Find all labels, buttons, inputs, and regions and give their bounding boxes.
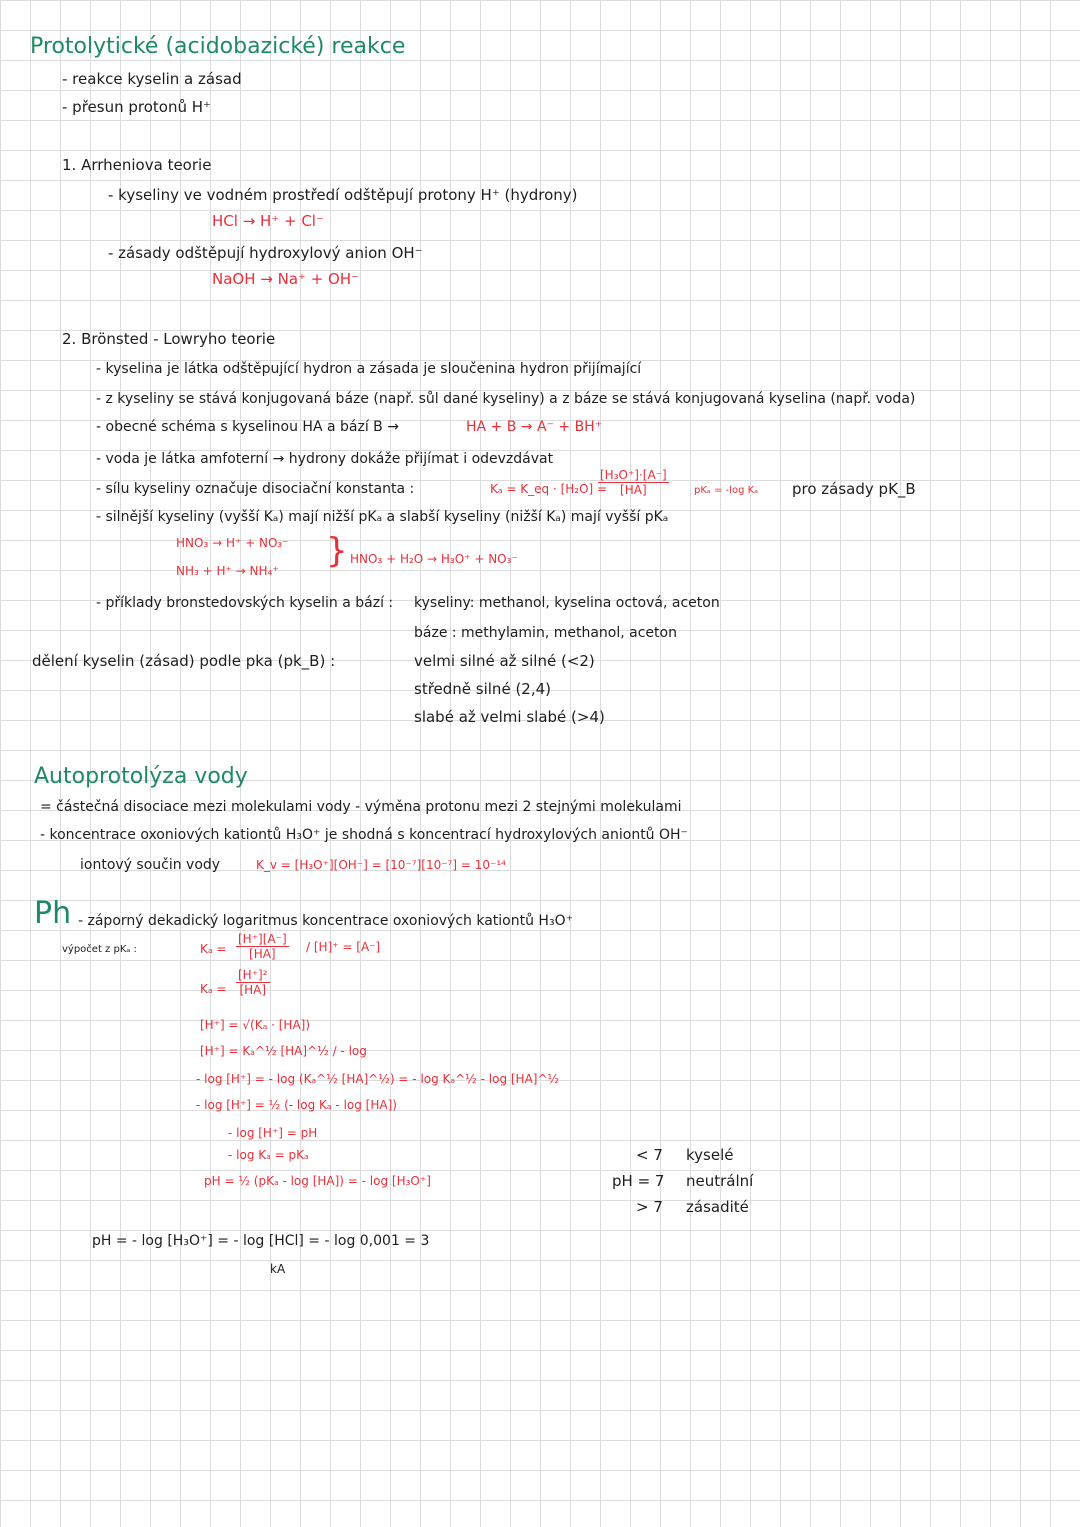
derivation-1-fraction (236, 932, 289, 961)
ph-scale-greater: > 7 (636, 1198, 663, 1216)
bronsted-line-1: - kyselina je látka odštěpující hydron a zásada je sloučenina hydron přijímající (96, 361, 642, 377)
fraction-denominator: [HA] (239, 983, 267, 997)
equation-hno3-water: HNO₃ + H₂O → H₃O⁺ + NO₃⁻ (350, 552, 518, 566)
ph-heading: Ph (34, 896, 72, 931)
derivation-8: - log Kₐ = pKₐ (228, 1148, 309, 1162)
bronsted-line-6: - silnější kyseliny (vyšší Kₐ) mají nižší pKₐ a slabší kyseliny (nižší Kₐ) mají vyšší pKₐ (96, 509, 669, 525)
calculation-label: výpočet z pKₐ : (62, 944, 137, 955)
derivation-3: [H⁺] = √(Kₐ · [HA]) (200, 1018, 311, 1032)
ph-scale-neutral: neutrální (686, 1172, 754, 1190)
division-strong: velmi silné až silné (<2) (414, 652, 595, 670)
dissociation-constant-fraction (598, 468, 669, 497)
fraction-numerator: [H⁺]² (238, 968, 268, 982)
derivation-1-right: / [H]⁺ = [A⁻] (306, 940, 381, 954)
derivation-9: pH = ½ (pKₐ - log [HA]) = - log [H₃O⁺] (204, 1174, 431, 1188)
ionic-product-equation: K_v = [H₃O⁺][OH⁻] = [10⁻⁷][10⁻⁷] = 10⁻¹⁴ (256, 858, 506, 872)
arrhenius-heading: 1. Arrheniova teorie (62, 156, 212, 174)
autoprotolysis-heading: Autoprotolýza vody (34, 764, 248, 789)
bronsted-line-4: - voda je látka amfoterní → hydrony dokáže přijímat i odevzdávat (96, 451, 554, 467)
brace-icon: } (326, 531, 348, 571)
autoprotolysis-line-2: - koncentrace oxoniových kationtů H₃O⁺ je shodná s koncentrací hydroxylových aniontů OH⁻ (40, 827, 688, 843)
derivation-5: - log [H⁺] = - log (Kₐ^½ [HA]^½) = - log Kₐ^½ - log [HA]^½ (196, 1072, 560, 1086)
examples-label: - příklady bronstedovských kyselin a bází : (96, 595, 394, 611)
pka-definition: pKₐ = -log Kₐ (694, 485, 759, 496)
fraction-denominator: [HA] (620, 483, 647, 497)
bronsted-heading: 2. Brönsted - Lowryho teorie (62, 330, 276, 348)
examples-bases: báze : methylamin, methanol, aceton (414, 625, 677, 641)
derivation-4: [H⁺] = Kₐ^½ [HA]^½ / - log (200, 1044, 367, 1058)
derivation-2-left: Kₐ = (200, 982, 227, 996)
arrhenius-acid-line: - kyseliny ve vodném prostředí odštěpují protony H⁺ (hydrony) (108, 186, 578, 204)
examples-acids: kyseliny: methanol, kyselina octová, aceton (414, 595, 720, 611)
page-title: Protolytické (acidobazické) reakce (30, 34, 406, 59)
intro-line-1: - reakce kyselin a zásad (62, 70, 242, 88)
bases-note: pro zásady pK_B (792, 480, 916, 498)
derivation-6: - log [H⁺] = ½ (- log Kₐ - log [HA]) (196, 1098, 397, 1112)
fraction-numerator: [H⁺][A⁻] (238, 932, 287, 946)
ph-scale-equal: pH = 7 (612, 1172, 665, 1190)
ph-scale-basic: zásadité (686, 1198, 749, 1216)
dissociation-constant-equation: Kₐ = K_eq · [H₂O] = (490, 482, 608, 496)
fraction-denominator: [HA] (249, 947, 276, 961)
division-medium: středně silné (2,4) (414, 680, 551, 698)
arrhenius-base-line: - zásady odštěpují hydroxylový anion OH⁻ (108, 244, 423, 262)
bronsted-line-5: - sílu kyseliny označuje disociační konstanta : (96, 481, 415, 497)
arrhenius-acid-equation: HCl → H⁺ + Cl⁻ (212, 212, 324, 230)
ionic-product-label: iontový součin vody (80, 857, 221, 873)
ph-scale-acidic: kyselé (686, 1146, 734, 1164)
derivation-2-fraction (236, 968, 270, 997)
division-label: dělení kyselin (zásad) podle pka (pk_B) : (32, 652, 336, 670)
equation-hno3: HNO₃ → H⁺ + NO₃⁻ (176, 536, 289, 550)
division-weak: slabé až velmi slabé (>4) (414, 708, 605, 726)
derivation-7: - log [H⁺] = pH (228, 1126, 318, 1140)
derivation-1-left: Kₐ = (200, 942, 227, 956)
arrhenius-base-equation: NaOH → Na⁺ + OH⁻ (212, 270, 360, 288)
ph-example: pH = - log [H₃O⁺] = - log [HCl] = - log 0,001 = 3 (92, 1233, 430, 1249)
bronsted-line-3: - obecné schéma s kyselinou HA a bází B → (96, 419, 399, 435)
bronsted-scheme-equation: HA + B → A⁻ + BH⁺ (466, 419, 603, 435)
intro-line-2: - přesun protonů H⁺ (62, 98, 211, 116)
ph-definition: - záporný dekadický logaritmus koncentrace oxoniových kationtů H₃O⁺ (78, 913, 573, 929)
ph-scale-less: < 7 (636, 1146, 663, 1164)
ph-example-note: kA (270, 1262, 286, 1276)
autoprotolysis-line-1: = částečná disociace mezi molekulami vody - výměna protonu mezi 2 stejnými molekulami (40, 799, 682, 815)
equation-nh3: NH₃ + H⁺ → NH₄⁺ (176, 564, 279, 578)
fraction-numerator: [H₃O⁺]·[A⁻] (600, 468, 667, 482)
bronsted-line-2: - z kyseliny se stává konjugovaná báze (např. sůl dané kyseliny) a z báze se stává konjugovaná kyselina (např. voda) (96, 391, 916, 407)
